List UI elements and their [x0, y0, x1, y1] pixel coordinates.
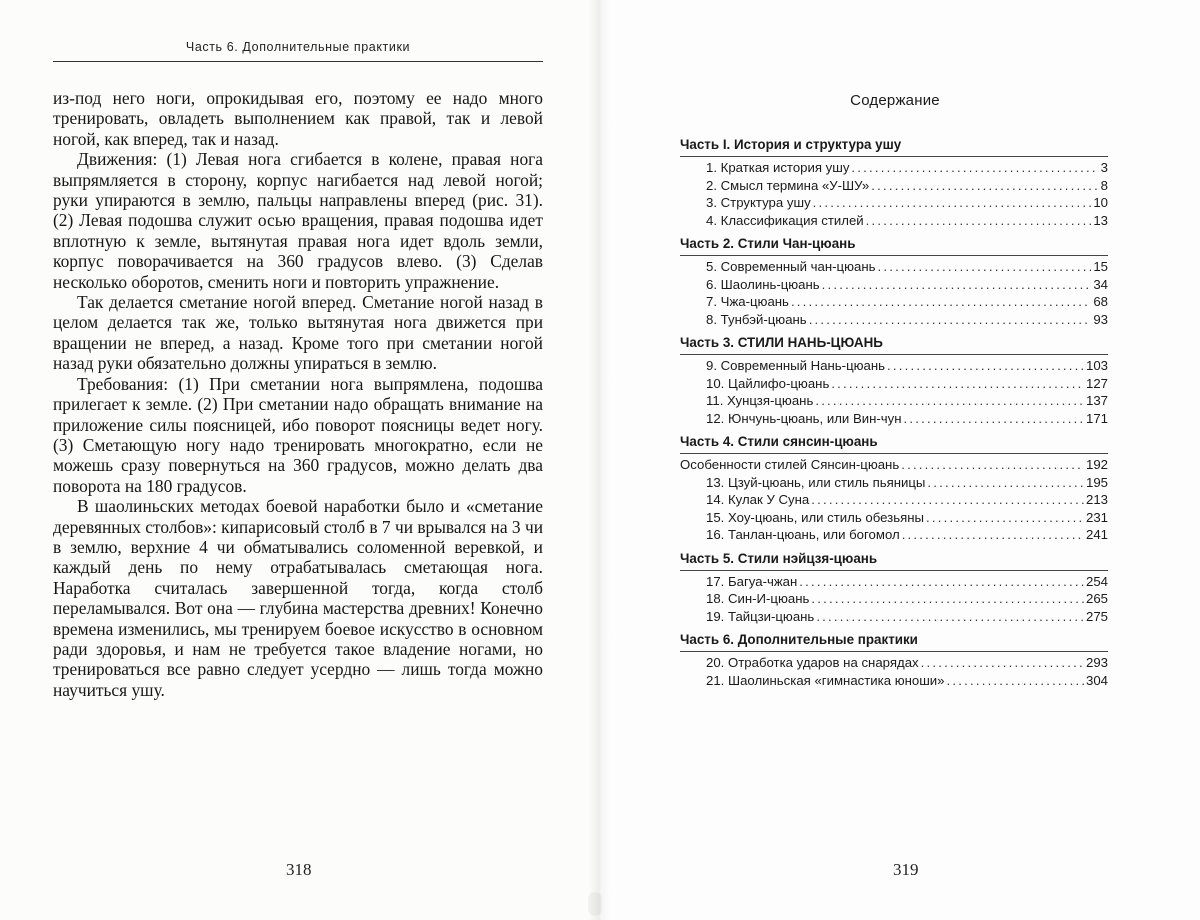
toc-part: [680, 334, 1108, 427]
toc-rule: [680, 570, 1108, 571]
toc-leader-dots: [947, 672, 1084, 690]
paragraph: из-под него ноги, опрокидывая его, поэтому ее надо много тренировать, овладеть выполнением как правой, так и левой ногой, как вперед, так и назад.: [53, 88, 543, 149]
toc-part-heading: Часть 2. Стили Чан-цюань: [680, 236, 856, 251]
toc-leader-dots: [813, 194, 1092, 212]
book-gutter: [588, 0, 610, 920]
toc-entry-title: 14. Кулак У Суна: [706, 492, 810, 507]
toc-entry-page: 231: [1085, 509, 1108, 525]
toc-leader-dots: [887, 357, 1084, 375]
page-number-right: 319: [893, 860, 919, 879]
toc-part: [680, 550, 1108, 626]
toc-entry-title: Особенности стилей Сянсин-цюань: [680, 457, 900, 472]
body-text: [53, 88, 543, 700]
toc-leader-dots: [926, 509, 1084, 527]
toc-part-heading: Часть 4. Стили сянсин-цюань: [680, 434, 878, 449]
table-of-contents: [680, 136, 1108, 695]
toc-part-heading: Часть 3. СТИЛИ НАНЬ-ЦЮАНЬ: [680, 335, 883, 350]
paragraph: Так делается сметание ногой вперед. Сметание ногой назад в целом делается так же, только вытянутая нога движется при вращении не вперед, а назад. Кроме того при сметании ногой назад руки обязательно должны упираться в землю.: [53, 292, 543, 374]
toc-entry: [680, 573, 1108, 591]
toc-entry-title: 5. Современный чан-цюань: [706, 259, 876, 274]
toc-entry-page: 13: [1093, 212, 1108, 228]
toc-entry-page: 10: [1093, 195, 1108, 210]
toc-leader-dots: [815, 392, 1084, 410]
toc-entry-page: 265: [1085, 591, 1108, 606]
toc-entry-title: 21. Шаолиньская «гимнастика юноши»: [706, 672, 945, 688]
toc-entry: [680, 456, 1108, 474]
toc-entry-page: 15: [1093, 259, 1108, 274]
toc-rule: [680, 255, 1108, 256]
toc-part: [680, 433, 1108, 544]
toc-entry: [680, 672, 1108, 690]
toc-entry-title: 18. Син-И-цюань: [706, 591, 810, 606]
toc-entry-title: 7. Чжа-цюань: [706, 294, 789, 309]
toc-leader-dots: [871, 177, 1098, 195]
toc-entry: [680, 194, 1108, 212]
paragraph: В шаолиньских методах боевой наработки было и «сметание деревянных столбов»: кипарисовый столб в 7 чи врывался на 3 чи в землю, верхние 4 чи обматывались соломенной веревкой, и каждый день по нему отрабатывалась сметающая нога. Наработка считалась завершенной тогда, когда столб переламывался. Вот она — глубина мастерства древних! Конечно времена изменились, мы тренируем боевое искусство в основном ради здоровья, и нам не требуется такое владение ногами, но тренироваться все равно следует усердно — лишь тогда можно научиться ушу.: [53, 496, 544, 700]
toc-leader-dots: [851, 159, 1098, 177]
toc-entry-page: 127: [1085, 375, 1108, 391]
toc-entry-title: 20. Отработка ударов на снарядах: [706, 655, 919, 670]
toc-leader-dots: [816, 608, 1084, 626]
toc-entry: [680, 276, 1108, 294]
toc-entry: [680, 474, 1108, 492]
toc-entry-title: 4. Классификация стилей: [706, 212, 864, 228]
toc-entry-page: 275: [1085, 608, 1108, 624]
toc-entry-page: 3: [1100, 160, 1108, 175]
toc-entry-title: 19. Тайцзи-цюань: [706, 608, 815, 624]
toc-entry: [680, 293, 1108, 311]
toc-leader-dots: [921, 654, 1084, 672]
toc-entry-title: 8. Тунбэй-цюань: [706, 311, 807, 327]
toc-entry-page: 213: [1085, 492, 1108, 507]
toc-entry: [680, 526, 1108, 544]
left-page: [0, 0, 598, 920]
toc-part: [680, 136, 1108, 229]
toc-entry: [680, 212, 1108, 230]
toc-entry: [680, 392, 1108, 410]
toc-entry: [680, 509, 1108, 527]
toc-entry: [680, 491, 1108, 509]
toc-leader-dots: [902, 526, 1084, 544]
toc-leader-dots: [866, 212, 1092, 230]
toc-entry-title: 16. Танлан-цюань, или богомол: [706, 527, 900, 542]
toc-part-heading: Часть I. История и структура ушу: [680, 137, 902, 152]
toc-part: [680, 631, 1108, 689]
toc-rule: [680, 354, 1108, 355]
paragraph: Требования: (1) При сметании нога выпрямлена, подошва прилегает к земле. (2) При сметании надо обращать внимание на приложение силы поясницей, ибо поворот поясницы ведет ногу. (3) Сметающую ногу надо тренировать многократно, если не можешь сразу повернуться на 360 градусов, можно делать два поворота на 180 градусов.: [53, 373, 543, 496]
toc-rule: [680, 651, 1108, 652]
toc-leader-dots: [799, 573, 1084, 591]
toc-entry-title: 3. Структура ушу: [706, 195, 811, 210]
toc-entry-page: 137: [1085, 393, 1108, 408]
toc-entry: [680, 159, 1108, 177]
toc-entry-title: 2. Смысл термина «У-ШУ»: [706, 177, 870, 193]
paragraph: Движения: (1) Левая нога сгибается в колене, правая нога выпрямляется в сторону, корпус нагибается над левой ногой; руки упираются в землю, пальцы направлены вперед (рис. 31). (2) Левая подошва служит осью вращения, правая подошва идет вплотную к земле, вытянутая правая нога идет вдоль земли, корпус поворачивается на 360 градусов влево. (3) Сделав несколько оборотов, сменить ноги и повторить упражнение.: [53, 149, 543, 292]
toc-leader-dots: [811, 491, 1084, 509]
toc-entry-title: 1. Краткая история ушу: [706, 160, 850, 175]
toc-entry-page: 68: [1093, 294, 1108, 309]
toc-part-heading: Часть 5. Стили нэйцзя-цюань: [680, 550, 878, 566]
toc-entry: [680, 375, 1108, 393]
toc-entry-page: 192: [1085, 457, 1108, 472]
toc-entry-page: 103: [1085, 358, 1108, 373]
toc-entry-title: 13. Цзуй-цюань, или стиль пьяницы: [706, 474, 926, 490]
toc-entry-page: 93: [1093, 311, 1108, 327]
toc-entry-title: 9. Современный Нань-цюань: [706, 358, 886, 373]
toc-entry: [680, 654, 1108, 672]
toc-entry-title: 12. Юнчунь-цюань, или Вин-чун: [706, 410, 902, 426]
toc-entry-page: 293: [1085, 655, 1108, 670]
toc-part-heading: Часть 6. Дополнительные практики: [680, 632, 918, 647]
toc-leader-dots: [809, 311, 1092, 329]
toc-leader-dots: [927, 474, 1084, 492]
toc-leader-dots: [791, 293, 1091, 311]
toc-leader-dots: [822, 276, 1092, 294]
page-fold-shadow: [588, 892, 602, 916]
toc-entry-title: 17. Багуа-чжан: [706, 573, 798, 589]
toc-leader-dots: [901, 456, 1084, 474]
running-head: Часть 6. Дополнительные практики: [185, 40, 411, 54]
toc-entry-page: 241: [1085, 527, 1108, 542]
toc-rule: [680, 453, 1108, 454]
toc-entry: [680, 258, 1108, 276]
toc-entry-page: 8: [1100, 177, 1108, 193]
page-number-left: 318: [286, 860, 312, 879]
running-head-rule: [53, 61, 543, 62]
toc-entry-page: 304: [1085, 672, 1108, 688]
toc-entry-page: 171: [1085, 410, 1108, 426]
toc-entry-title: 15. Хоу-цюань, или стиль обезьяны: [706, 509, 924, 525]
toc-leader-dots: [811, 590, 1084, 608]
toc-leader-dots: [904, 410, 1084, 428]
toc-entry: [680, 410, 1108, 428]
toc-entry-page: 254: [1085, 573, 1108, 589]
toc-entry-title: 6. Шаолинь-цюань: [706, 276, 820, 292]
toc-entry: [680, 311, 1108, 329]
toc-entry: [680, 177, 1108, 195]
toc-rule: [680, 156, 1108, 157]
toc-entry: [680, 590, 1108, 608]
toc-entry-page: 195: [1085, 474, 1108, 490]
toc-entry-title: 11. Хунцзя-цюань: [706, 393, 814, 408]
toc-part: [680, 235, 1108, 328]
toc-entry: [680, 357, 1108, 375]
toc-leader-dots: [877, 258, 1091, 276]
toc-title: Содержание: [850, 92, 940, 109]
toc-entry-title: 10. Цайлифо-цюань: [706, 375, 830, 391]
toc-entry: [680, 608, 1108, 626]
toc-leader-dots: [831, 375, 1084, 393]
toc-entry-page: 34: [1093, 276, 1108, 292]
